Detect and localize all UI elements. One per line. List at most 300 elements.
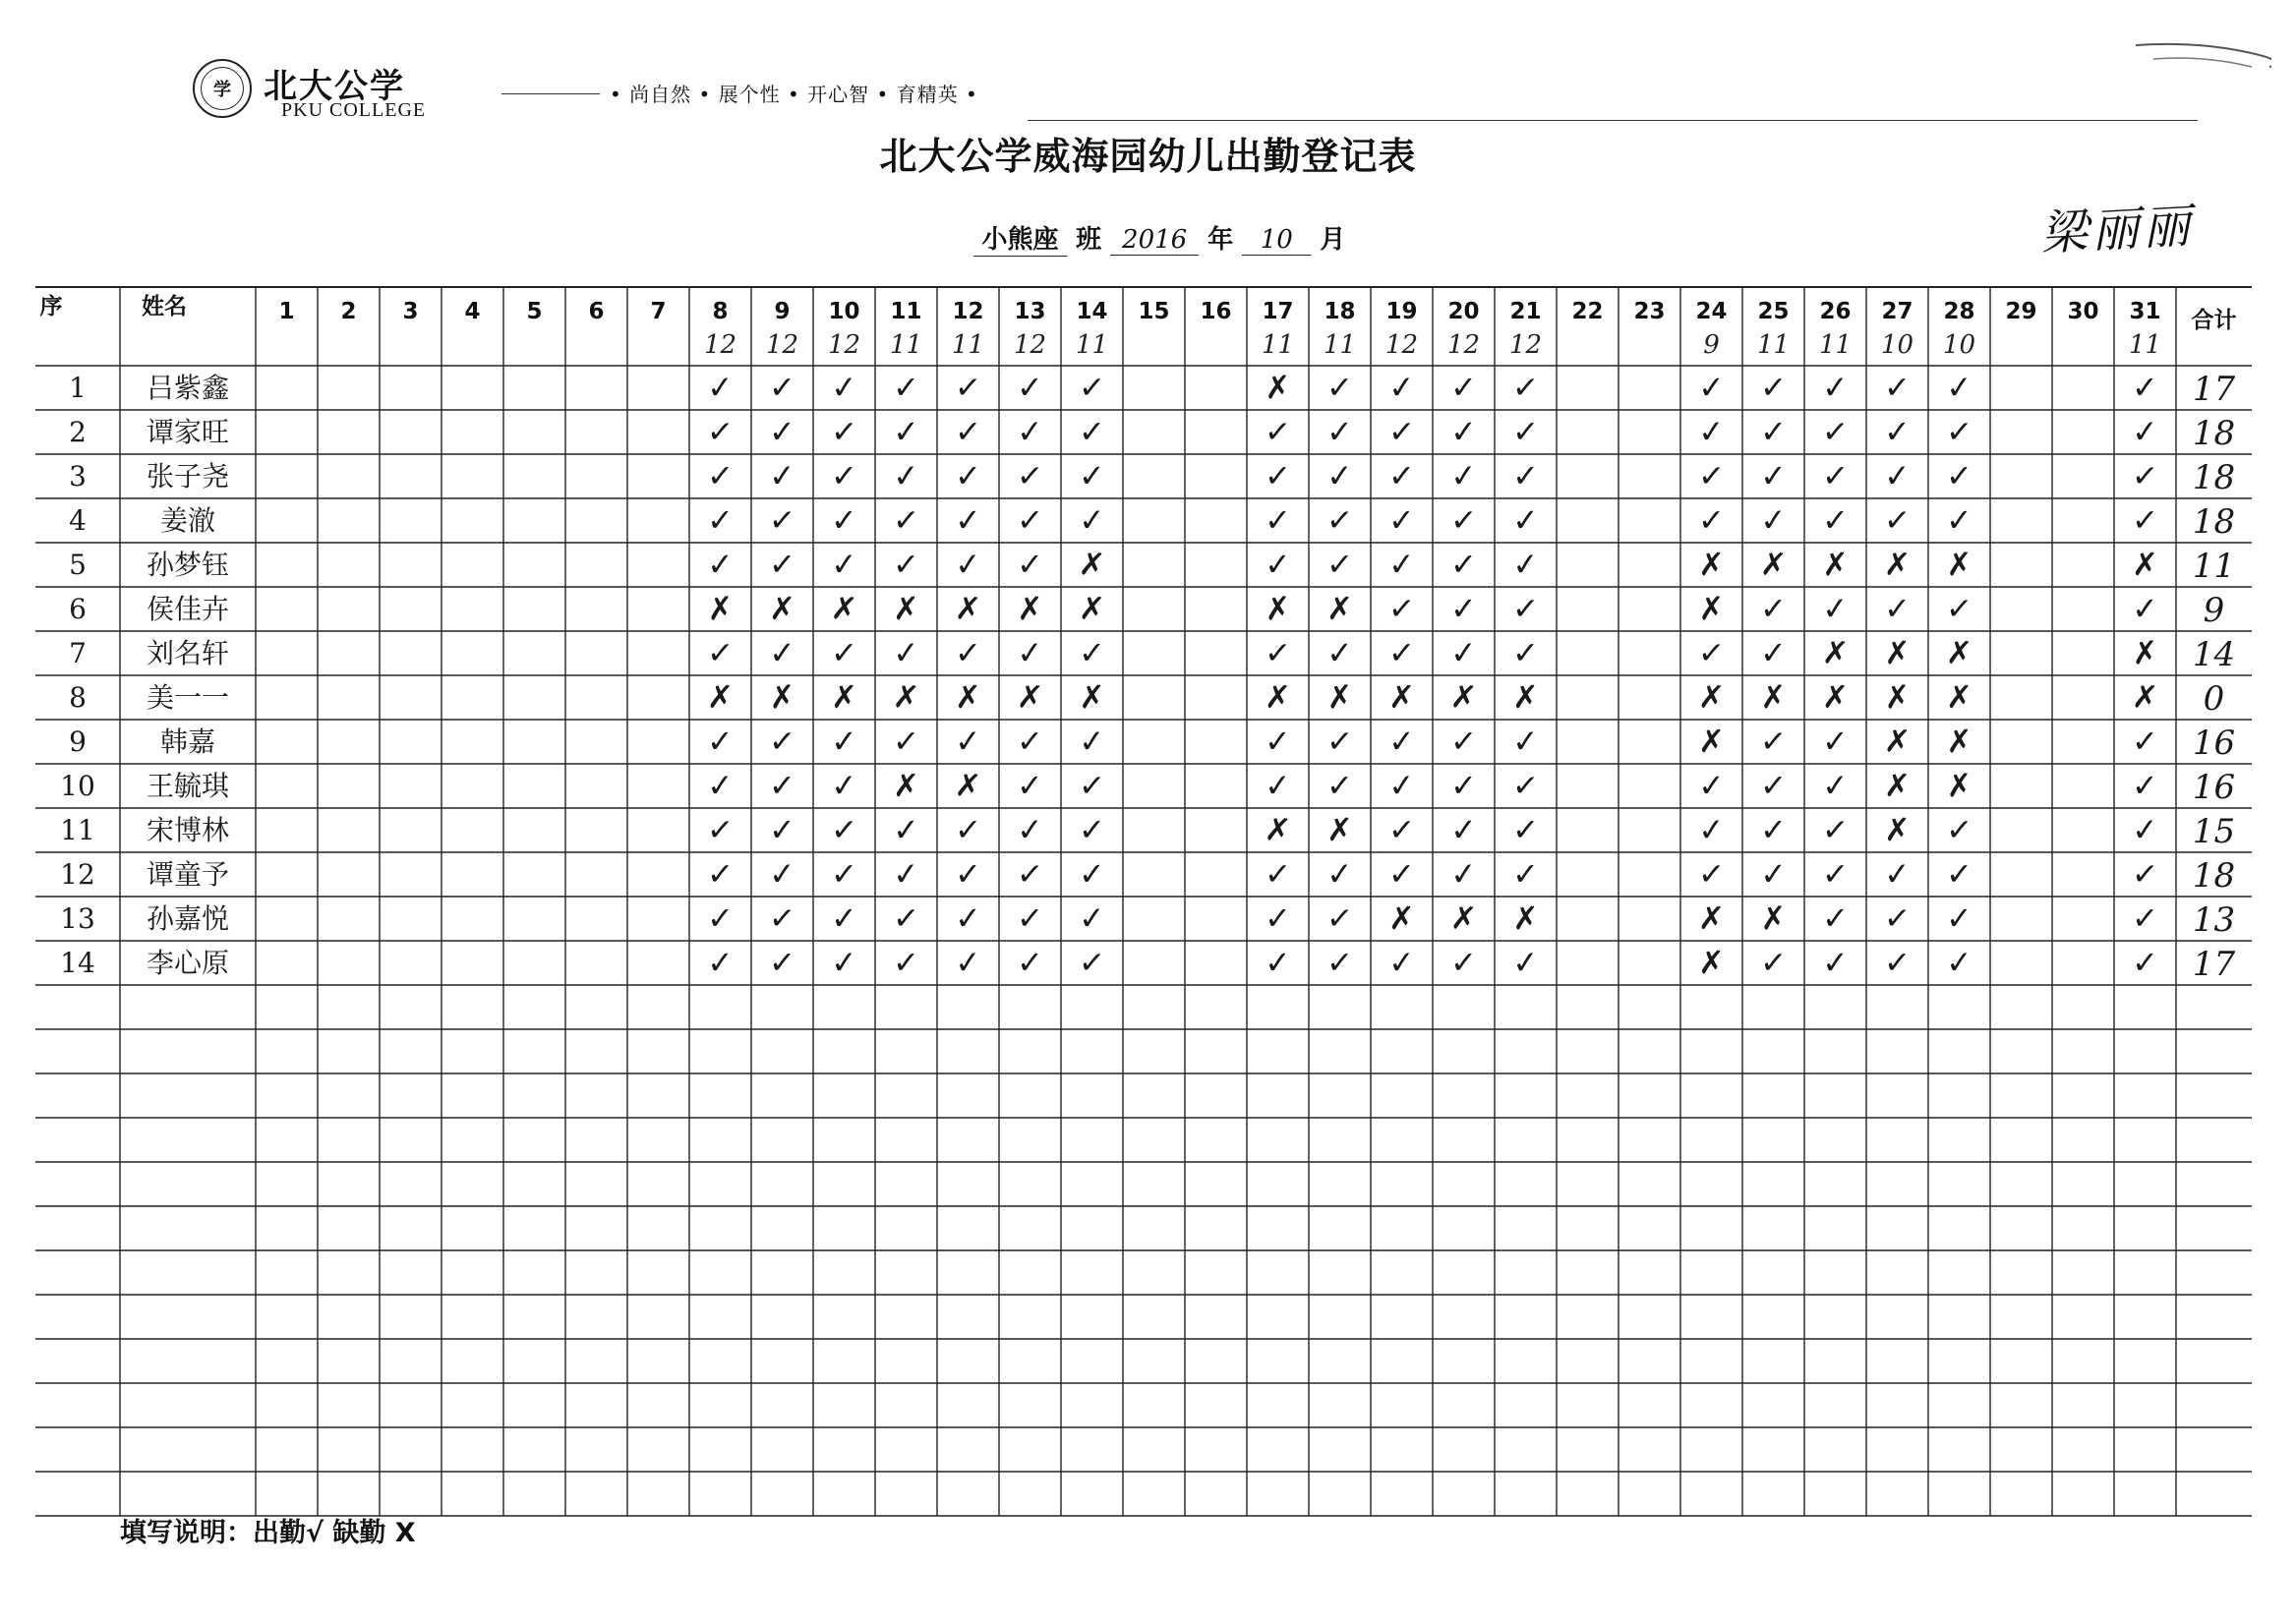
present-mark: ✓ — [1758, 722, 1789, 761]
present-mark: ✓ — [706, 854, 735, 894]
present-mark: ✓ — [1078, 898, 1106, 938]
present-mark: ✓ — [1325, 766, 1354, 805]
present-mark: ✓ — [892, 810, 920, 849]
present-mark: ✓ — [1883, 412, 1912, 451]
present-mark: ✓ — [1883, 943, 1912, 982]
header-day: 25 — [1757, 299, 1790, 324]
header-day: 16 — [1200, 299, 1232, 324]
present-mark: ✓ — [953, 545, 983, 584]
present-mark: ✓ — [1511, 810, 1540, 849]
present-mark: ✓ — [1511, 412, 1540, 451]
present-mark: ✓ — [706, 633, 735, 672]
present-mark: ✓ — [2131, 898, 2159, 938]
present-mark: ✓ — [1821, 766, 1850, 805]
student-name: 孙嘉悦 — [146, 902, 229, 935]
present-mark: ✓ — [1078, 456, 1106, 495]
student-seq: 2 — [69, 416, 87, 448]
present-mark: ✓ — [830, 810, 858, 849]
absent-mark: ✗ — [769, 590, 795, 627]
absent-mark: ✗ — [2132, 546, 2158, 583]
student-seq: 9 — [69, 725, 87, 758]
present-mark: ✓ — [1882, 898, 1913, 938]
student-name: 李心原 — [146, 947, 229, 979]
footer-instructions: 填写说明：出勤√ 缺勤 X — [120, 1518, 416, 1548]
present-mark: ✓ — [1821, 943, 1850, 982]
present-mark: ✓ — [1883, 456, 1912, 495]
logo-name-cn: 北大公学 — [264, 67, 405, 106]
present-mark: ✓ — [2130, 456, 2160, 495]
present-mark: ✓ — [1265, 899, 1291, 937]
teacher-signature: 梁丽丽 — [2038, 198, 2196, 262]
absent-mark: ✗ — [767, 677, 797, 717]
present-mark: ✓ — [955, 457, 981, 494]
class-name: 小熊座 — [973, 219, 1067, 257]
header-day-count: 12 — [703, 330, 737, 360]
header-day: 9 — [774, 299, 791, 324]
absent-mark: ✗ — [1697, 898, 1726, 938]
present-mark: ✓ — [1696, 412, 1727, 451]
student-seq: 8 — [69, 681, 87, 714]
present-mark: ✓ — [1945, 898, 1973, 938]
present-mark: ✓ — [892, 943, 920, 982]
student-seq: 11 — [60, 814, 95, 846]
absent-mark: ✗ — [1945, 722, 1973, 761]
present-mark: ✓ — [1760, 811, 1787, 848]
present-mark: ✓ — [1821, 456, 1850, 495]
student-seq: 7 — [69, 637, 87, 669]
page-title: 北大公学威海园幼儿出勤登记表 — [879, 135, 1417, 178]
student-total: 18 — [2192, 502, 2236, 542]
present-mark: ✓ — [705, 412, 736, 451]
absent-mark: ✗ — [1883, 810, 1912, 849]
present-mark: ✓ — [1387, 412, 1416, 451]
present-mark: ✓ — [1759, 633, 1788, 672]
year-value: 2016 — [1110, 225, 1199, 256]
header-total: 合计 — [2191, 308, 2237, 333]
student-name: 谭家旺 — [146, 416, 229, 448]
present-mark: ✓ — [768, 456, 796, 495]
header-seq: 序 — [39, 294, 63, 319]
present-mark: ✓ — [2131, 766, 2159, 805]
header-day: 27 — [1881, 299, 1913, 324]
header-day: 3 — [402, 299, 419, 324]
absent-mark: ✗ — [892, 589, 920, 628]
absent-mark: ✗ — [1759, 677, 1788, 717]
present-mark: ✓ — [955, 855, 981, 893]
present-mark: ✓ — [1450, 369, 1477, 406]
student-total: 18 — [2192, 458, 2236, 497]
absent-mark: ✗ — [831, 678, 857, 716]
present-mark: ✓ — [707, 501, 734, 539]
absent-mark: ✗ — [954, 677, 982, 717]
absent-mark: ✗ — [1945, 633, 1973, 672]
student-name: 姜澈 — [159, 504, 215, 537]
present-mark: ✓ — [1822, 501, 1849, 539]
header-day-count: 11 — [889, 330, 923, 360]
absent-mark: ✗ — [1016, 677, 1044, 717]
present-mark: ✓ — [954, 810, 982, 849]
present-mark: ✓ — [1945, 456, 1973, 495]
present-mark: ✓ — [2131, 589, 2159, 628]
present-mark: ✓ — [2130, 854, 2160, 894]
present-mark: ✓ — [1325, 633, 1354, 672]
header-name: 姓名 — [142, 294, 187, 319]
present-mark: ✓ — [1325, 368, 1354, 407]
school-seal-icon: 学 — [193, 59, 252, 118]
present-mark: ✓ — [954, 633, 982, 672]
header-day: 26 — [1819, 299, 1852, 324]
header-day-count: 11 — [1261, 330, 1295, 360]
present-mark: ✓ — [830, 898, 858, 938]
present-mark: ✓ — [1697, 766, 1726, 805]
present-mark: ✓ — [1387, 456, 1416, 495]
absent-mark: ✗ — [2131, 677, 2159, 717]
absent-mark: ✗ — [1697, 943, 1726, 982]
absent-mark: ✗ — [1883, 633, 1912, 672]
header-day: 24 — [1695, 299, 1728, 324]
month-value: 10 — [1242, 225, 1311, 256]
present-mark: ✓ — [1016, 500, 1044, 540]
header-day: 13 — [1014, 299, 1046, 324]
present-mark: ✓ — [892, 898, 920, 938]
year-label: 年 — [1207, 225, 1234, 255]
present-mark: ✓ — [768, 722, 796, 761]
present-mark: ✓ — [1759, 943, 1788, 982]
present-mark: ✓ — [1822, 899, 1849, 937]
absent-mark: ✗ — [1449, 898, 1478, 938]
header-day: 14 — [1076, 299, 1108, 324]
present-mark: ✓ — [892, 633, 920, 672]
student-seq: 13 — [60, 902, 95, 935]
present-mark: ✓ — [1759, 766, 1788, 805]
class-label: 班 — [1076, 225, 1102, 255]
present-mark: ✓ — [1078, 412, 1106, 451]
student-name: 谭童予 — [146, 858, 229, 891]
student-total: 16 — [2192, 724, 2236, 763]
absent-mark: ✗ — [1325, 810, 1354, 849]
present-mark: ✓ — [1945, 500, 1973, 540]
absent-mark: ✗ — [1821, 633, 1850, 672]
present-mark: ✓ — [893, 369, 919, 406]
logo-name-en: PKU COLLEGE — [281, 99, 427, 121]
student-seq: 6 — [69, 593, 87, 625]
present-mark: ✓ — [1325, 500, 1355, 540]
header-day: 22 — [1571, 299, 1604, 324]
present-mark: ✓ — [768, 633, 796, 672]
header-day-count: 12 — [1446, 330, 1481, 360]
present-mark: ✓ — [1696, 633, 1727, 672]
student-total: 0 — [2203, 679, 2225, 719]
present-mark: ✓ — [953, 943, 983, 982]
present-mark: ✓ — [892, 545, 920, 584]
present-mark: ✓ — [830, 943, 858, 982]
absent-mark: ✗ — [1326, 590, 1353, 627]
present-mark: ✓ — [830, 500, 858, 540]
present-mark: ✓ — [1078, 766, 1106, 805]
present-mark: ✓ — [1264, 722, 1292, 761]
absent-mark: ✗ — [1697, 677, 1726, 717]
present-mark: ✓ — [1945, 412, 1973, 451]
present-mark: ✓ — [1512, 457, 1539, 494]
present-mark: ✓ — [706, 722, 735, 761]
present-mark: ✓ — [891, 854, 921, 894]
header-day: 23 — [1633, 299, 1666, 324]
absent-mark: ✗ — [1263, 589, 1293, 628]
student-total: 16 — [2192, 768, 2236, 807]
present-mark: ✓ — [1820, 589, 1851, 628]
present-mark: ✓ — [706, 766, 735, 805]
absent-mark: ✗ — [1264, 368, 1292, 407]
student-seq: 14 — [60, 947, 95, 979]
present-mark: ✓ — [1510, 943, 1541, 982]
present-mark: ✓ — [1387, 633, 1416, 672]
header-day-count: 11 — [2128, 330, 2162, 360]
present-mark: ✓ — [768, 368, 796, 407]
present-mark: ✓ — [1511, 633, 1540, 672]
present-mark: ✓ — [1450, 767, 1477, 804]
present-mark: ✓ — [2131, 722, 2159, 761]
absent-mark: ✗ — [1448, 677, 1479, 717]
present-mark: ✓ — [1449, 589, 1478, 628]
absent-mark: ✗ — [2130, 633, 2160, 672]
student-name: 韩嘉 — [159, 725, 215, 758]
present-mark: ✓ — [1820, 810, 1851, 849]
header-day-count: 10 — [1880, 330, 1914, 360]
absent-mark: ✗ — [1758, 898, 1789, 938]
present-mark: ✓ — [1079, 634, 1105, 671]
present-mark: ✓ — [1016, 722, 1044, 761]
absent-mark: ✗ — [1078, 677, 1106, 717]
present-mark: ✓ — [1263, 412, 1293, 451]
present-mark: ✓ — [2132, 944, 2158, 981]
present-mark: ✓ — [1264, 766, 1292, 805]
present-mark: ✓ — [1325, 545, 1354, 584]
present-mark: ✓ — [2131, 412, 2159, 451]
present-mark: ✓ — [1448, 456, 1479, 495]
present-mark: ✓ — [1264, 854, 1292, 894]
present-mark: ✓ — [1016, 766, 1044, 805]
header-day-count: 12 — [1508, 330, 1543, 360]
header-day-count: 12 — [765, 330, 799, 360]
present-mark: ✓ — [891, 456, 921, 495]
present-mark: ✓ — [892, 500, 920, 540]
present-mark: ✓ — [1449, 633, 1478, 672]
present-mark: ✓ — [1759, 589, 1788, 628]
present-mark: ✓ — [830, 722, 858, 761]
absent-mark: ✗ — [1511, 677, 1540, 717]
present-mark: ✓ — [1697, 368, 1726, 407]
header-day-count: 11 — [1323, 330, 1357, 360]
student-total: 17 — [2192, 945, 2236, 984]
present-mark: ✓ — [1697, 456, 1726, 495]
present-mark: ✓ — [1945, 854, 1973, 894]
header-day-count: 9 — [1703, 330, 1720, 360]
present-mark: ✓ — [1015, 633, 1045, 672]
absent-mark: ✗ — [1698, 723, 1725, 760]
student-total: 17 — [2192, 370, 2236, 409]
present-mark: ✓ — [767, 500, 797, 540]
student-name: 宋博林 — [146, 814, 229, 846]
present-mark: ✓ — [705, 810, 736, 849]
present-mark: ✓ — [1016, 810, 1044, 849]
header-day: 31 — [2129, 299, 2161, 324]
absent-mark: ✗ — [953, 766, 983, 805]
present-mark: ✓ — [1945, 810, 1973, 849]
present-mark: ✓ — [768, 810, 796, 849]
student-name: 王毓琪 — [146, 770, 229, 802]
absent-mark: ✗ — [1945, 545, 1973, 584]
student-total: 14 — [2192, 635, 2236, 674]
present-mark: ✓ — [707, 899, 734, 937]
present-mark: ✓ — [1883, 368, 1912, 407]
student-name: 美一一 — [146, 681, 229, 714]
student-name: 张子尧 — [146, 460, 229, 493]
header-day: 20 — [1447, 299, 1480, 324]
present-mark: ✓ — [1760, 413, 1787, 450]
present-mark: ✓ — [829, 766, 859, 805]
present-mark: ✓ — [1386, 368, 1417, 407]
present-mark: ✓ — [1017, 944, 1043, 981]
header-day: 12 — [952, 299, 984, 324]
present-mark: ✓ — [1387, 810, 1416, 849]
student-name: 侯佳卉 — [146, 593, 229, 625]
absent-mark: ✗ — [1697, 589, 1726, 628]
present-mark: ✓ — [706, 368, 735, 407]
present-mark: ✓ — [1449, 810, 1478, 849]
present-mark: ✓ — [1821, 854, 1850, 894]
present-mark: ✓ — [1016, 368, 1044, 407]
present-mark: ✓ — [1078, 854, 1106, 894]
student-total: 11 — [2192, 547, 2236, 586]
present-mark: ✓ — [1387, 722, 1416, 761]
header-day: 7 — [650, 299, 667, 324]
header-day-count: 10 — [1942, 330, 1976, 360]
present-mark: ✓ — [1077, 943, 1107, 982]
present-mark: ✓ — [1264, 633, 1292, 672]
absent-mark: ✗ — [1944, 766, 1974, 805]
student-seq: 5 — [69, 549, 87, 581]
present-mark: ✓ — [768, 943, 796, 982]
present-mark: ✓ — [1696, 810, 1727, 849]
present-mark: ✓ — [1697, 854, 1726, 894]
present-mark: ✓ — [829, 368, 859, 407]
header-day-count: 12 — [827, 330, 861, 360]
absent-mark: ✗ — [1264, 677, 1292, 717]
header-day: 5 — [526, 299, 543, 324]
present-mark: ✓ — [1449, 722, 1478, 761]
present-mark: ✓ — [1510, 368, 1541, 407]
present-mark: ✓ — [1325, 412, 1354, 451]
present-mark: ✓ — [1759, 854, 1788, 894]
student-seq: 4 — [69, 504, 87, 537]
present-mark: ✓ — [706, 456, 735, 495]
present-mark: ✓ — [1017, 546, 1043, 583]
student-name: 孙梦钰 — [146, 549, 229, 581]
absent-mark: ✗ — [1883, 722, 1912, 761]
present-mark: ✓ — [954, 500, 982, 540]
absent-mark: ✗ — [1325, 677, 1355, 717]
present-mark: ✓ — [768, 545, 796, 584]
present-mark: ✓ — [1265, 501, 1291, 539]
student-total: 15 — [2192, 812, 2236, 851]
header-day: 17 — [1262, 299, 1294, 324]
present-mark: ✓ — [1945, 943, 1973, 982]
absent-mark: ✗ — [1077, 545, 1107, 584]
present-mark: ✓ — [830, 545, 858, 584]
absent-mark: ✗ — [1697, 545, 1726, 584]
present-mark: ✓ — [1264, 456, 1292, 495]
present-mark: ✓ — [1510, 766, 1541, 805]
header-day-count: 11 — [951, 330, 985, 360]
header-day: 21 — [1509, 299, 1542, 324]
present-mark: ✓ — [1325, 854, 1354, 894]
present-mark: ✓ — [1077, 722, 1107, 761]
present-mark: ✓ — [1512, 855, 1539, 893]
header-day: 28 — [1943, 299, 1975, 324]
present-mark: ✓ — [1759, 368, 1788, 407]
present-mark: ✓ — [1015, 456, 1045, 495]
present-mark: ✓ — [1821, 722, 1850, 761]
present-mark: ✓ — [1510, 545, 1541, 584]
present-mark: ✓ — [954, 412, 982, 451]
header-day: 29 — [2005, 299, 2037, 324]
absent-mark: ✗ — [1883, 766, 1912, 805]
present-mark: ✓ — [830, 456, 858, 495]
present-mark: ✓ — [954, 898, 982, 938]
present-mark: ✓ — [768, 412, 796, 451]
present-mark: ✓ — [1325, 722, 1354, 761]
present-mark: ✓ — [1449, 412, 1478, 451]
present-mark: ✓ — [830, 854, 858, 894]
header-day: 30 — [2067, 299, 2099, 324]
present-mark: ✓ — [1511, 722, 1540, 761]
student-total: 18 — [2192, 414, 2236, 453]
absent-mark: ✗ — [706, 677, 735, 717]
present-mark: ✓ — [1821, 368, 1850, 407]
present-mark: ✓ — [830, 412, 858, 451]
present-mark: ✓ — [1387, 545, 1416, 584]
present-mark: ✓ — [1325, 898, 1355, 938]
absent-mark: ✗ — [891, 677, 921, 717]
present-mark: ✓ — [1264, 943, 1292, 982]
present-mark: ✓ — [1820, 412, 1851, 451]
student-total: 18 — [2192, 856, 2236, 896]
present-mark: ✓ — [1449, 545, 1478, 584]
header-day-count: 11 — [1075, 330, 1109, 360]
header-day-count: 11 — [1818, 330, 1853, 360]
student-name: 刘名轩 — [146, 637, 229, 669]
present-mark: ✓ — [768, 854, 796, 894]
student-name: 吕紫鑫 — [146, 372, 229, 404]
student-total: 13 — [2192, 900, 2236, 940]
present-mark: ✓ — [1882, 500, 1913, 540]
absent-mark: ✗ — [893, 767, 919, 804]
header-day-count: 12 — [1013, 330, 1047, 360]
student-seq: 12 — [60, 858, 95, 891]
absent-mark: ✗ — [1016, 589, 1044, 628]
present-mark: ✓ — [1759, 456, 1788, 495]
present-mark: ✓ — [2131, 500, 2159, 540]
present-mark: ✓ — [706, 943, 735, 982]
absent-mark: ✗ — [1821, 677, 1850, 717]
student-seq: 3 — [69, 460, 87, 493]
present-mark: ✓ — [2131, 368, 2159, 407]
header-day: 18 — [1324, 299, 1356, 324]
absent-mark: ✗ — [1078, 589, 1106, 628]
present-mark: ✓ — [1386, 766, 1417, 805]
student-seq: 10 — [60, 770, 95, 802]
present-mark: ✓ — [1448, 854, 1479, 894]
